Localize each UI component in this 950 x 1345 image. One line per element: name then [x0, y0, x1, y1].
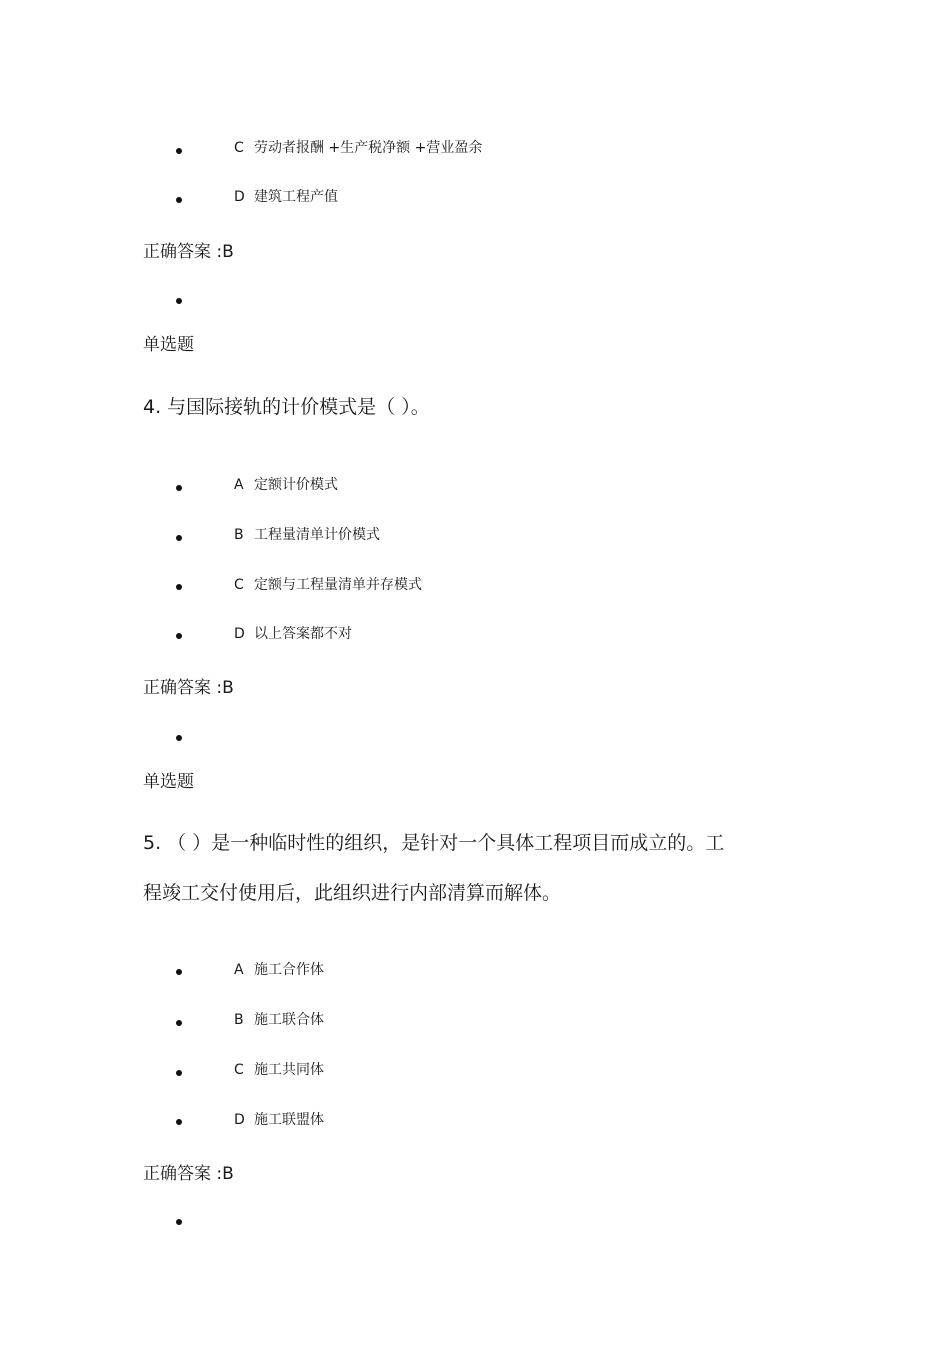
list-bullet	[176, 298, 182, 304]
option-text: 定额计价模式	[254, 477, 338, 493]
option-b	[234, 525, 380, 545]
option-letter: D	[234, 626, 245, 642]
option-a	[234, 960, 324, 980]
option-letter: A	[234, 477, 244, 493]
option-text: 定额与工程量清单并存模式	[254, 577, 422, 593]
list-bullet	[176, 535, 182, 541]
list-bullet	[176, 1219, 182, 1225]
option-a	[234, 475, 338, 495]
option-text: 施工联合体	[254, 1012, 324, 1028]
option-text: 施工联盟体	[254, 1112, 324, 1128]
list-bullet	[176, 735, 182, 741]
option-letter: B	[234, 1012, 244, 1028]
question-text: 4. 与国际接轨的计价模式是（ ）。	[143, 396, 430, 418]
option-letter: C	[234, 1062, 244, 1078]
option-letter: D	[234, 189, 245, 205]
list-bullet	[176, 148, 182, 154]
correct-answer: 正确答案 :B	[143, 678, 234, 698]
list-bullet	[176, 1070, 182, 1076]
option-letter: D	[234, 1112, 245, 1128]
option-text: 建筑工程产值	[254, 189, 338, 205]
option-letter: A	[234, 962, 244, 978]
option-d	[234, 624, 352, 644]
question-text-line-1: 5. （ ）是一种临时性的组织，是针对一个具体工程项目而成立的。工	[143, 832, 725, 854]
correct-answer: 正确答案 :B	[143, 1164, 234, 1184]
option-text: 劳动者报酬 +生产税净额 +营业盈余	[254, 140, 483, 156]
question-text-line-2: 程竣工交付使用后，此组织进行内部清算而解体。	[143, 882, 562, 904]
option-text: 以上答案都不对	[254, 626, 352, 642]
option-c	[234, 575, 422, 595]
option-b	[234, 1010, 324, 1030]
question-type: 单选题	[143, 772, 194, 792]
option-text: 施工共同体	[254, 1062, 324, 1078]
option-letter: C	[234, 577, 244, 593]
question-type: 单选题	[143, 335, 194, 355]
correct-answer: 正确答案 :B	[143, 242, 234, 262]
option-d	[234, 1110, 324, 1130]
option-text: 施工合作体	[254, 962, 324, 978]
option-letter: C	[234, 140, 244, 156]
list-bullet	[176, 633, 182, 639]
option-letter: B	[234, 527, 244, 543]
list-bullet	[176, 485, 182, 491]
list-bullet	[176, 1020, 182, 1026]
option-text: 工程量清单计价模式	[254, 527, 380, 543]
option-c	[234, 138, 482, 158]
list-bullet	[176, 969, 182, 975]
option-c	[234, 1060, 324, 1080]
list-bullet	[176, 197, 182, 203]
list-bullet	[176, 584, 182, 590]
list-bullet	[176, 1119, 182, 1125]
option-d	[234, 187, 338, 207]
